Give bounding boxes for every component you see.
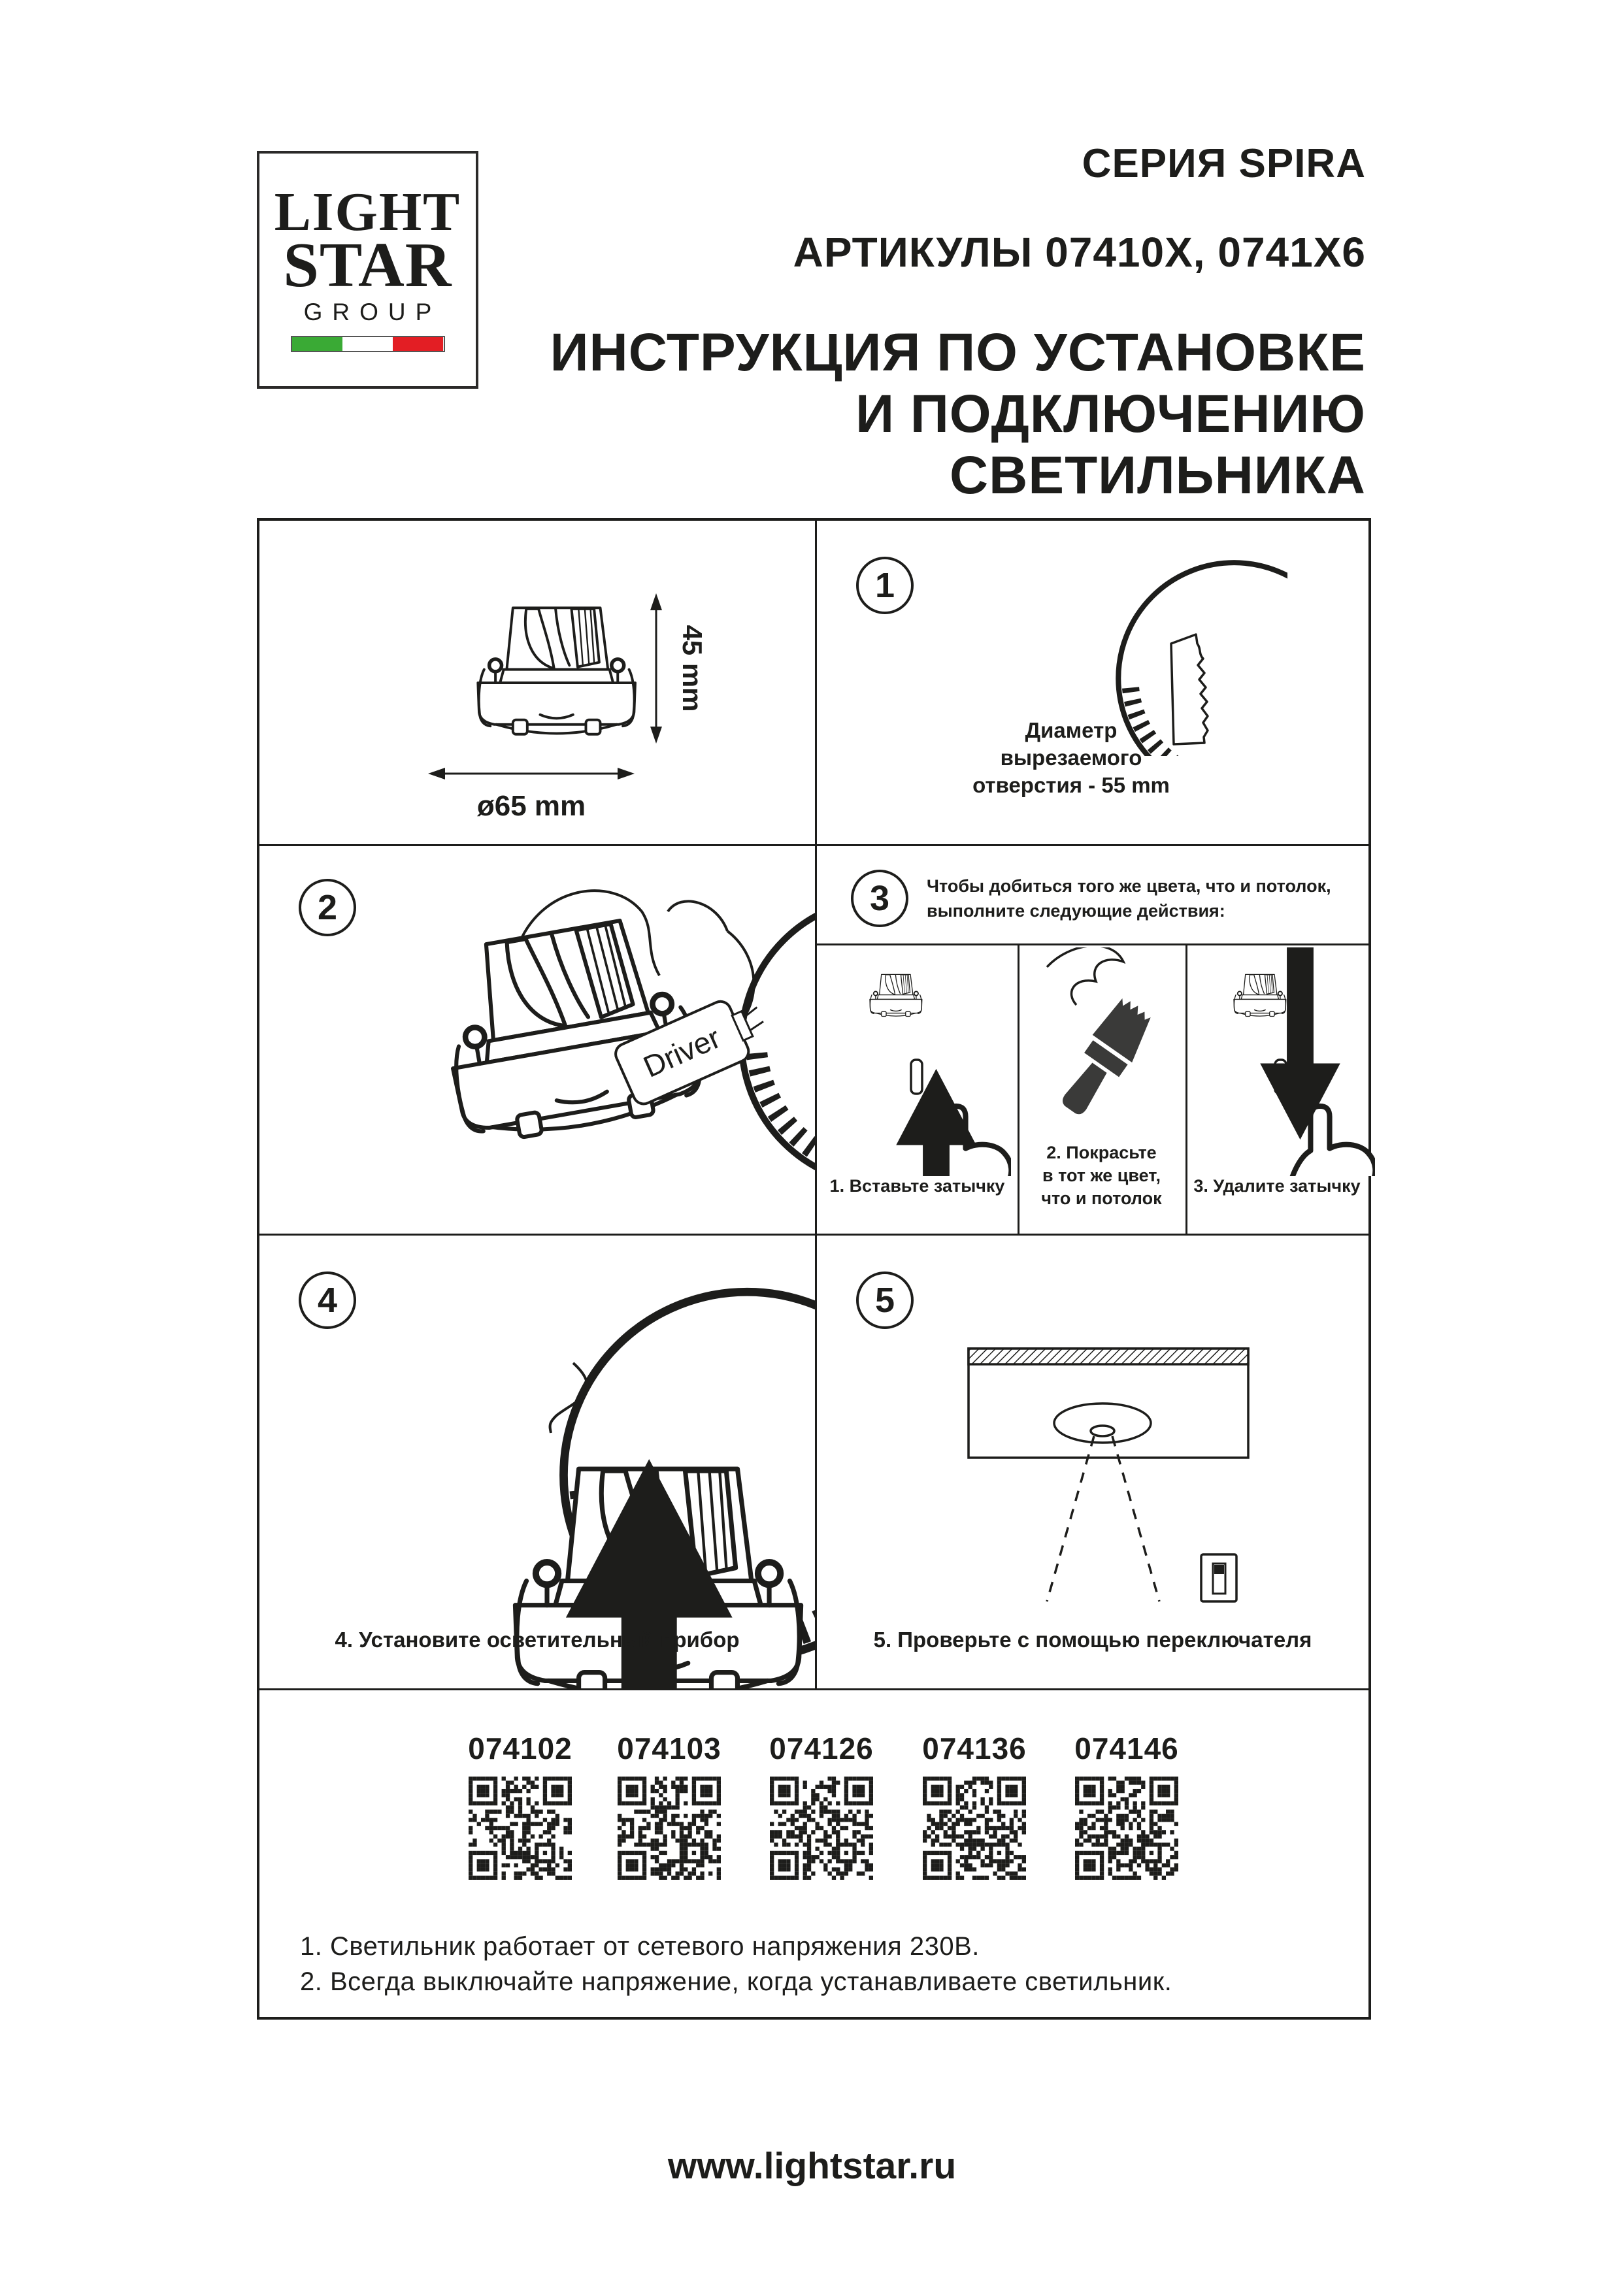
step-3-intro-line1: Чтобы добиться того же цвета, что и потолок, [927,876,1331,896]
ceiling-hatch [969,1349,1248,1364]
flag-white [342,337,393,351]
product-code-label: 074136 [922,1731,1027,1765]
qr-code [770,1777,873,1880]
panel-step-5 [817,1236,1368,1688]
step-3-number-text: 3 [869,879,890,918]
diameter-dimension-label: ø65 mm [476,790,586,822]
step-1-caption-line2: вырезаемого [1000,746,1142,770]
driver-label: Driver [638,1020,725,1084]
step-4-caption: 4. Установите осветительный прибор [335,1628,740,1652]
logo-word-light: LIGHT [274,181,461,242]
install-fixture-drawing [259,1236,815,1688]
product-code-label: 074102 [468,1731,572,1765]
doc-title-line1: ИНСТРУКЦИЯ ПО УСТАНОВКЕ [550,323,1366,382]
panel-step-2 [259,846,815,1234]
step-3-intro-line2: выполните следующие действия: [927,901,1225,921]
remove-plug-drawing [1189,947,1375,1176]
qr-code [618,1777,721,1880]
product-qr-item [614,1731,725,1883]
panel-step-1 [817,521,1368,844]
instruction-grid [257,518,1371,2020]
articles-line: АРТИКУЛЫ 07410X, 0741X6 [793,229,1366,276]
product-qr-item [919,1731,1030,1883]
substep-2-caption-line3: что и потолок [1041,1189,1162,1208]
qr-code-row [259,1690,1368,1899]
step-5-caption: 5. Проверьте с помощью переключателя [873,1628,1312,1652]
driver-connection-drawing [259,846,815,1234]
document-header [516,140,1366,506]
step-4-number-text: 4 [317,1281,338,1320]
wire-curl-icon [1047,947,1123,1005]
website-url: www.lightstar.ru [667,2145,957,2187]
insert-plug-drawing [825,947,1011,1176]
step-2-number-text: 2 [317,888,338,927]
logo-word-group: GROUP [303,298,442,325]
italian-flag-stripe [291,336,445,352]
step-1-caption-line1: Диаметр [1025,718,1118,742]
panel-step-4 [259,1236,815,1688]
substep-3-caption: 3. Удалите затычку [1193,1176,1361,1196]
product-qr-item [1071,1731,1182,1883]
flag-red [393,337,443,351]
qr-code [1075,1777,1178,1880]
step-1-caption-line3: отверстия - 55 mm [972,773,1170,797]
substep-2-caption-line2: в тот же цвет, [1042,1166,1161,1185]
note-1: 1. Светильник работает от сетевого напряжения 230В. [300,1932,980,1961]
panel-products [259,1690,1368,2017]
product-code-label: 074126 [769,1731,874,1765]
lightstar-logo [257,151,478,389]
step-3-intro [927,874,1358,923]
series-title: СЕРИЯ SPIRA [1082,141,1366,186]
plug-icon [911,1060,922,1094]
switch-test-drawing [817,1236,1368,1688]
doc-title-line2: И ПОДКЛЮЧЕНИЮ СВЕТИЛЬНИКА [855,384,1366,505]
product-code-label: 074146 [1074,1731,1179,1765]
substep-2-caption [1018,1141,1185,1210]
wall-switch-icon [1201,1554,1236,1601]
substep-2-caption-line1: 2. Покрасьте [1046,1143,1157,1162]
light-beam-dashed [1047,1436,1159,1601]
step-1-number-text: 1 [874,566,895,605]
step-3-number [851,870,908,927]
panel-dimensions [259,521,815,844]
paint-brush-drawing [1024,947,1181,1137]
note-2: 2. Всегда выключайте напряжение, когда устанавливаете светильник. [300,1967,1172,1996]
step-1-caption [970,717,1172,799]
downlight-dimension-drawing [371,557,737,831]
panel-step-3 [817,846,1368,1234]
height-dimension-label: 45 mm [677,625,708,712]
product-code-label: 074103 [617,1731,721,1765]
product-qr-item [766,1731,877,1883]
substep-top-border [817,943,1368,945]
flag-green [292,337,342,351]
logo-word-star: STAR [283,229,452,301]
brush-icon [1050,994,1161,1123]
product-qr-item [465,1731,576,1883]
substep-1-caption: 1. Вставьте затычку [829,1176,1005,1196]
qr-code [469,1777,572,1880]
qr-code [923,1777,1026,1880]
step-5-number-text: 5 [874,1281,895,1320]
step-1-number [856,557,914,614]
